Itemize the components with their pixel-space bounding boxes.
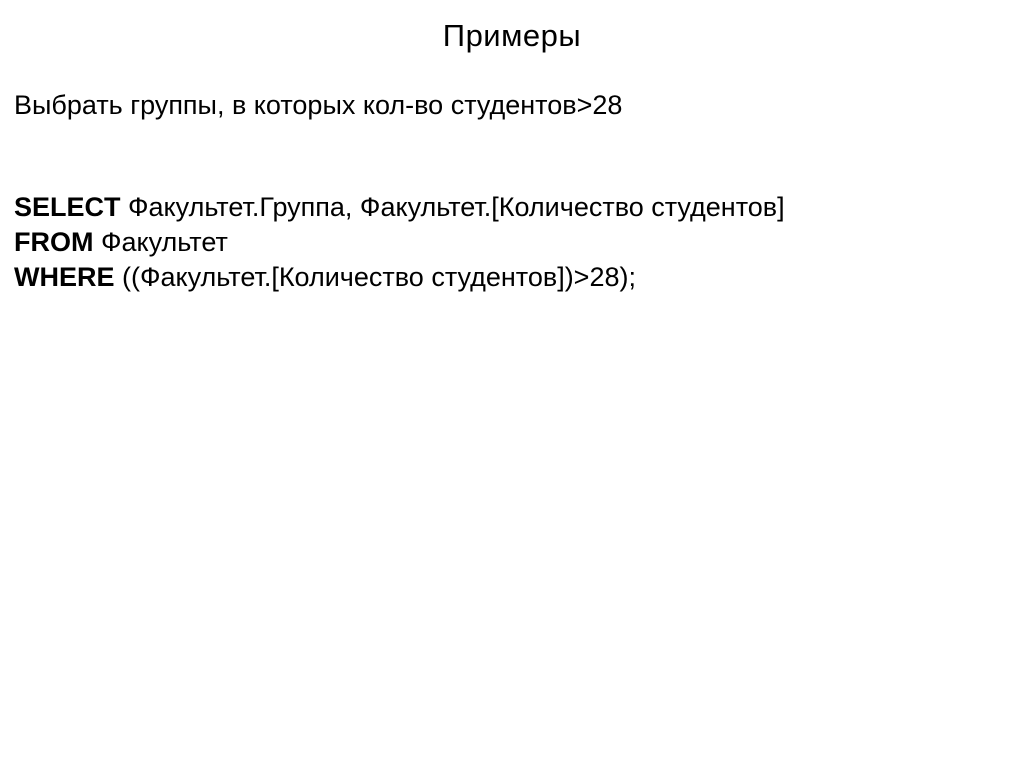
slide-body — [14, 88, 1004, 295]
sql-where-line — [14, 260, 1004, 295]
sql-query — [14, 190, 1004, 295]
sql-from-table: Факультет — [93, 227, 228, 257]
task-description: Выбрать группы, в которых кол-во студентов>28 — [14, 90, 623, 120]
sql-where-condition: ((Факультет.[Количество студентов])>28); — [114, 262, 636, 292]
sql-keyword-from: FROM — [14, 227, 94, 257]
sql-select-line — [14, 190, 1004, 225]
sql-from-line — [14, 225, 1004, 260]
sql-keyword-where: WHERE — [14, 262, 115, 292]
page-title: Примеры — [442, 18, 582, 53]
sql-select-fields: Факультет.Группа, Факультет.[Количество студентов] — [120, 192, 785, 222]
sql-keyword-select: SELECT — [14, 192, 121, 222]
